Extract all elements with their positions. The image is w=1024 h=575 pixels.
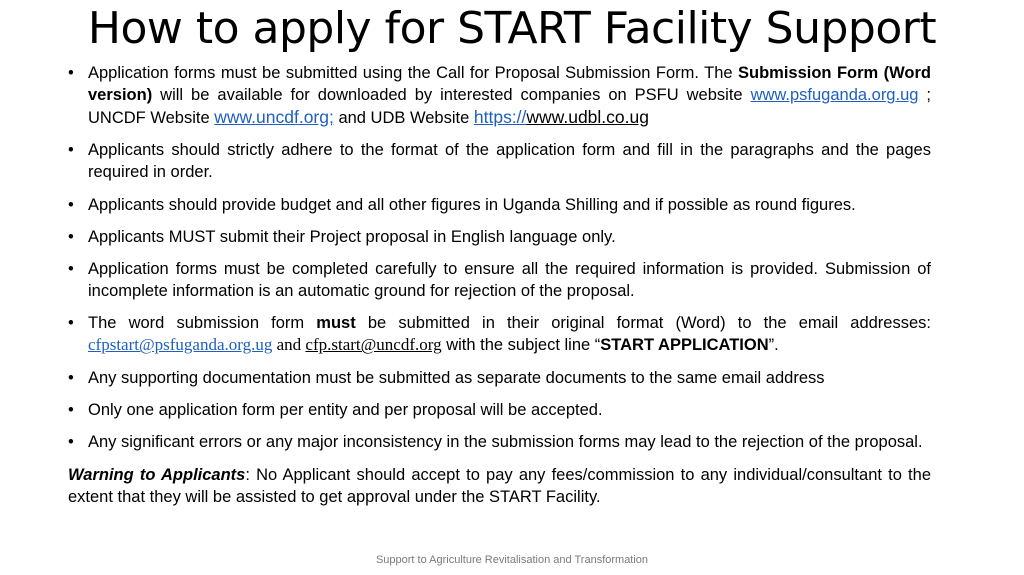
- warning-paragraph: [68, 464, 931, 508]
- text: Applicants MUST submit their Project proposal in English language only.: [88, 227, 616, 246]
- text: Only one application form per entity and per proposal will be accepted.: [88, 401, 603, 420]
- text: and UDB Website: [333, 109, 474, 127]
- slide-content: [68, 62, 931, 508]
- uncdf-website-link[interactable]: www.uncdf.org;: [214, 107, 334, 127]
- bullet-application-forms: [68, 62, 931, 129]
- udb-website-link[interactable]: www.udbl.co.ug: [526, 107, 649, 127]
- bullet-budget-currency: [68, 194, 931, 216]
- text: Any supporting documentation must be submitted as separate documents to the same email address: [88, 368, 825, 387]
- bullet-one-application: [68, 399, 931, 421]
- text: Application forms must be submitted using the Call for Proposal Submission Form. The: [88, 64, 738, 82]
- bold-text: Submission Form (Word version): [88, 64, 931, 104]
- bullet-adhere-format: [68, 139, 931, 183]
- udb-https-link[interactable]: https://: [473, 107, 527, 127]
- bullet-english-only: [68, 226, 931, 248]
- bullet-errors-rejection: [68, 431, 931, 453]
- subject-line: START APPLICATION: [600, 336, 769, 355]
- text: and: [272, 335, 306, 355]
- text: Application forms must be completed carefully to ensure all the required information is provided. Submission of incomplete information is an automatic ground for rejection of the proposal.: [88, 260, 931, 301]
- psfu-website-link[interactable]: www.psfuganda.org.ug: [750, 86, 919, 104]
- slide-footer: Support to Agriculture Revitalisation and Transformation: [375, 554, 649, 566]
- text: Applicants should strictly adhere to the format of the application form and fill in the paragraphs and the pages required in order.: [88, 141, 931, 182]
- bullet-list: [68, 62, 931, 453]
- text: will be available for downloaded by interested companies on PSFU website: [152, 86, 751, 104]
- bullet-supporting-docs: [68, 367, 931, 389]
- slide-title: How to apply for START Facility Support: [87, 3, 937, 54]
- text: ; UNCDF Website: [88, 86, 932, 127]
- text: Applicants should provide budget and all other figures in Uganda Shilling and if possible as round figures.: [88, 195, 856, 214]
- warning-label: Warning to Applicants: [68, 465, 246, 484]
- bullet-submission-emails: [68, 312, 931, 356]
- text: The word submission form: [88, 314, 317, 333]
- text: Any significant errors or any major inconsistency in the submission forms may lead to the rejection of the proposal.: [88, 433, 923, 452]
- uncdf-email-link[interactable]: cfp.start@uncdf.org: [305, 335, 442, 355]
- warning-text: : No Applicant should accept to pay any fees/commission to any individual/consultant to the extent that they will be assisted to get approval under the START Facility.: [68, 465, 931, 506]
- text: ”.: [768, 336, 779, 355]
- psfu-email-link[interactable]: cfpstart@psfuganda.org.ug: [88, 335, 273, 355]
- bold-text: must: [316, 314, 356, 333]
- text: be submitted in their original format (Word) to the email addresses:: [355, 314, 931, 333]
- text: with the subject line “: [441, 336, 601, 355]
- bullet-complete-carefully: [68, 258, 931, 302]
